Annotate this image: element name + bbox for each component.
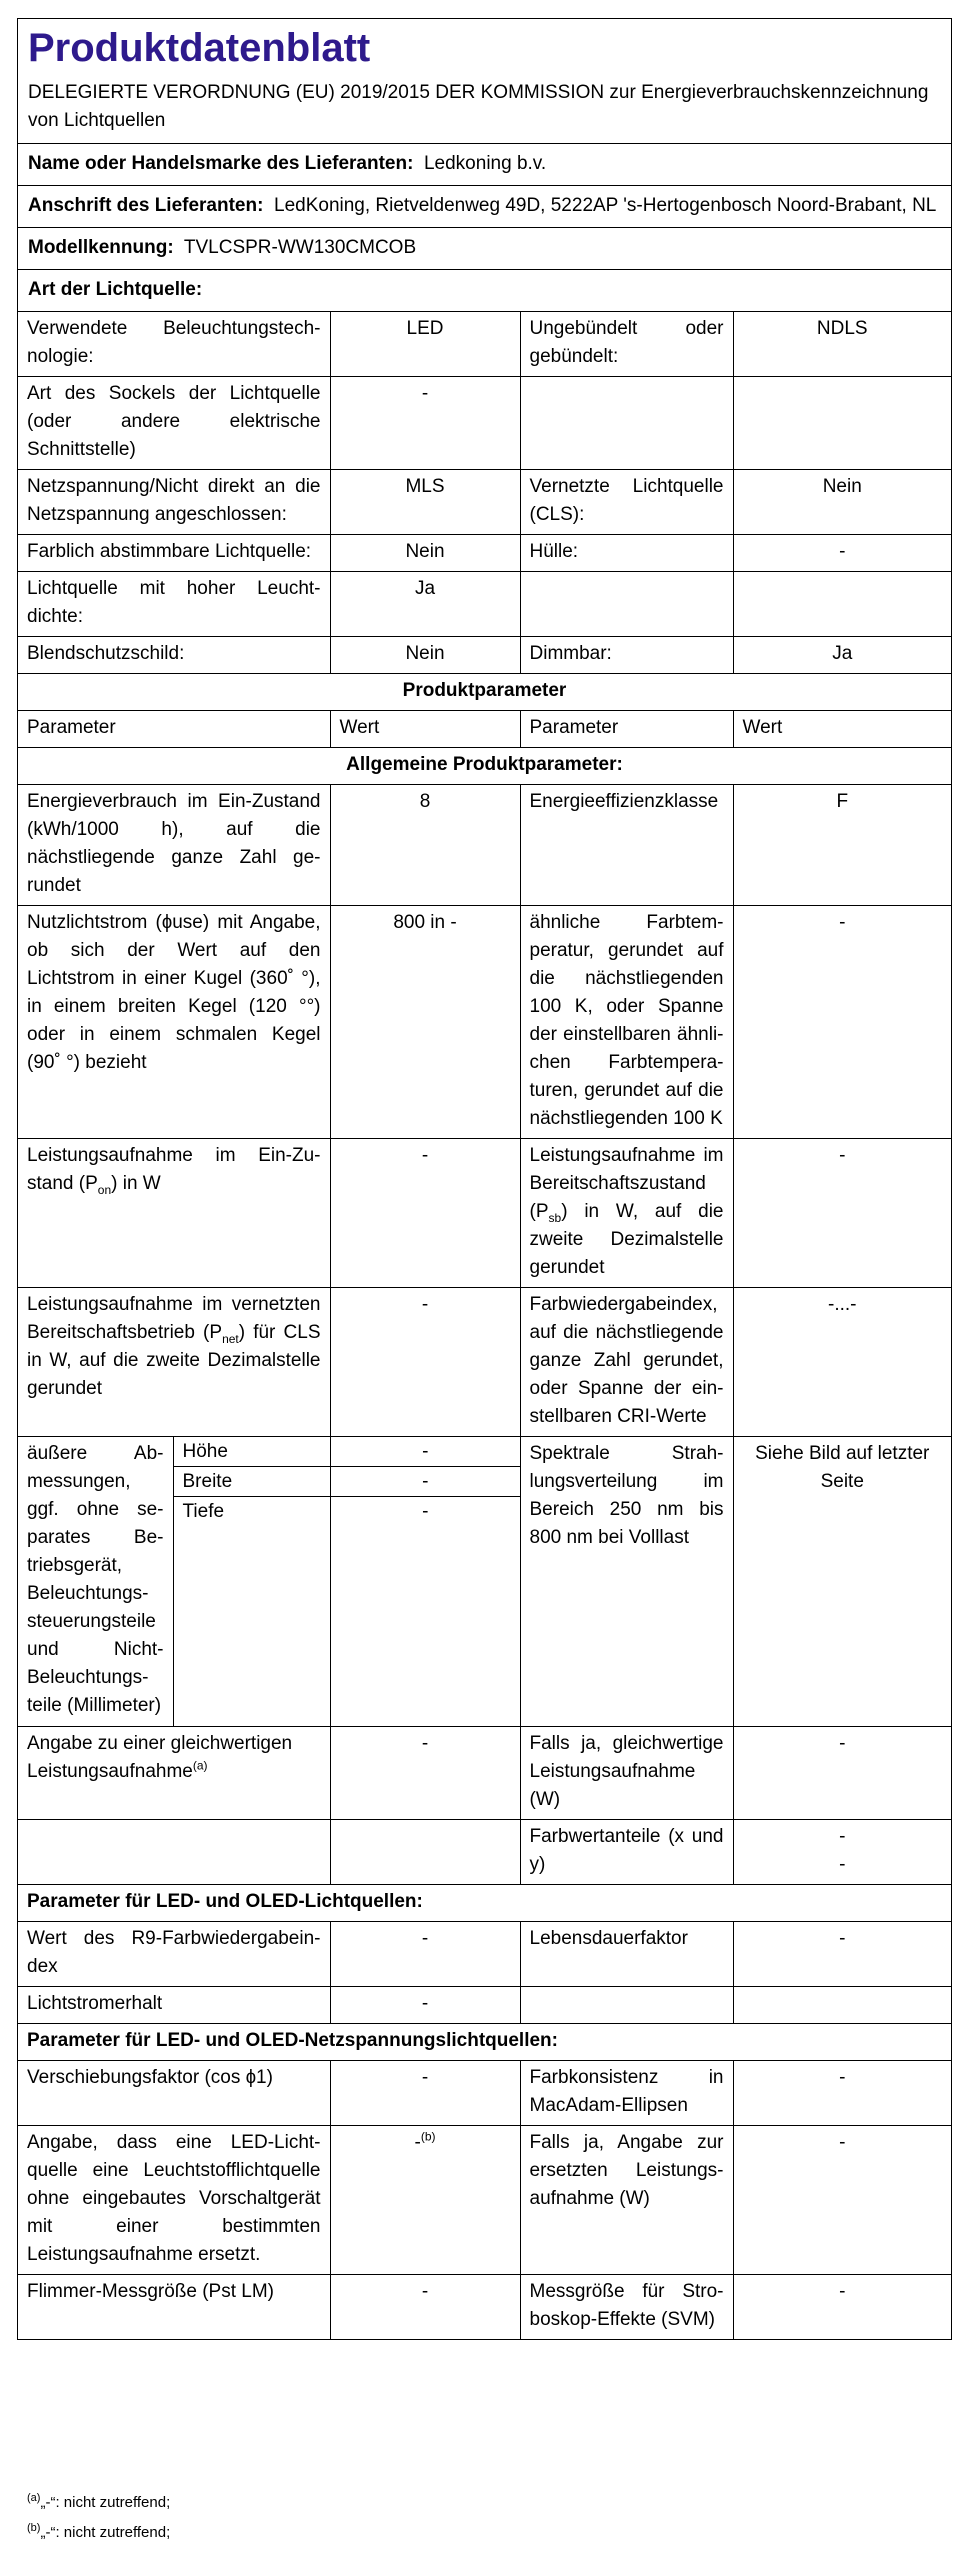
table-row	[18, 377, 951, 470]
equivalent-power-label: Angabe zu einer gleichwertigen Leistungsaufnahme$^{(a)}$	[18, 1727, 330, 1820]
lst-value2-1: NDLS	[733, 312, 951, 377]
data-table	[18, 311, 951, 2339]
empty-cell	[520, 1987, 733, 2024]
power-on-label: Leistungsaufnahme im Ein-Zustand $(P_{on})$ in W	[18, 1139, 330, 1288]
table-row	[18, 1820, 951, 1885]
stroboscopic-value: -	[733, 2275, 951, 2340]
light-source-type-heading: Art der Lichtquelle:	[28, 279, 203, 300]
table-row	[18, 572, 951, 637]
lst-value2-6: Ja	[733, 637, 951, 674]
width-label: Breite	[173, 1467, 330, 1497]
led-oled-heading: Parameter für LED- und OLED-Lichtquellen:	[18, 1885, 951, 1922]
height-value: -	[330, 1437, 520, 1467]
r9-label: Wert des R9-Farbwiedergabeindex	[18, 1922, 330, 1987]
equivalent-power-w-label: Falls ja, gleichwertige Leistungsaufnahme (W)	[520, 1727, 733, 1820]
supplier-name-label: Name oder Handelsmarke des Lieferanten:	[28, 153, 414, 174]
lst-value2-5	[733, 572, 951, 637]
replacement-claim-label: Angabe, dass eine LED-Lichtquelle eine Leuchtstofflichtquelle ohne eingebautes Vorschaltgerät mit einer bestimmten Leistungsaufnahme ersetzt.	[18, 2126, 330, 2275]
table-row	[18, 1885, 951, 1922]
chromaticity-value: - -	[733, 1820, 951, 1885]
power-standby-label: Leistungsaufnahme im Bereitschaftszustand $(P_{sb})$ in W, auf die zweite Dezimalstelle gerundet	[520, 1139, 733, 1288]
height-label: Höhe	[173, 1437, 330, 1467]
lst-label2-4: Hülle:	[520, 535, 733, 572]
spectral-distribution-label: Spektrale Strahlungsverteilung im Bereich 250 nm bis 800 nm bei Volllast	[520, 1437, 733, 1727]
lst-label-3: Netzspannung/Nicht direkt an die Netzspannung angeschlossen:	[18, 470, 330, 535]
table-row	[18, 1139, 951, 1288]
energy-class-value: F	[733, 785, 951, 906]
energy-class-label: Energieeffizienzklasse	[520, 785, 733, 906]
lst-label2-1: Ungebündelt oder gebündelt:	[520, 312, 733, 377]
footnotes	[27, 2488, 170, 2548]
lst-label-2: Art des Sockels der Lichtquelle (oder andere elektrische Schnittstelle)	[18, 377, 330, 470]
power-standby-value: -	[733, 1139, 951, 1288]
lst-value2-2	[733, 377, 951, 470]
cri-label: Farbwiedergabeindex, auf die nächstliegende ganze Zahl gerundet, oder Spanne der einstellbaren CRI-Werte	[520, 1288, 733, 1437]
lst-value-2: -	[330, 377, 520, 470]
dimensions-label: äußere Abmessungen, ggf. ohne separates Betriebsgerät, Beleuchtungssteuerungsteile und Nicht-Beleuchtungsteile (Millimeter)	[27, 1443, 164, 1716]
lst-value-6: Nein	[330, 637, 520, 674]
lst-label2-2	[520, 377, 733, 470]
product-data-sheet	[17, 18, 952, 2340]
table-row	[18, 1437, 951, 1727]
luminous-flux-label: Nutzlichtstrom (ɸuse) mit Angabe, ob sich der Wert auf den Lichtstrom in einer Kugel (360˚ °), in einem breiten Kegel (120 °°) oder in einem schmalen Kegel (90˚ °) bezieht	[18, 906, 330, 1139]
flicker-label: Flimmer-Messgröße (Pst LM)	[18, 2275, 330, 2340]
lst-value2-3: Nein	[733, 470, 951, 535]
table-row	[18, 1288, 951, 1437]
regulation-subtitle: DELEGIERTE VERORDNUNG (EU) 2019/2015 DER KOMMISSION zur Energieverbrauchskennzeichnung von Lichtquellen	[28, 82, 929, 131]
table-row	[18, 1987, 951, 2024]
lst-label-5: Lichtquelle mit hoher Leuchtdichte:	[18, 572, 330, 637]
depth-label: Tiefe	[173, 1497, 330, 1727]
depth-value: -	[330, 1497, 520, 1727]
lst-value2-4: -	[733, 535, 951, 572]
table-row	[18, 674, 951, 711]
displacement-factor-label: Verschiebungsfaktor (cos ɸ1)	[18, 2061, 330, 2126]
lifetime-factor-label: Lebensdauerfaktor	[520, 1922, 733, 1987]
color-temperature-value: -	[733, 906, 951, 1139]
model-row	[18, 227, 951, 269]
supplier-address-row	[18, 185, 951, 227]
page-title: Produktdatenblatt	[28, 26, 371, 70]
displacement-factor-value: -	[330, 2061, 520, 2126]
lumen-maintenance-label: Lichtstromerhalt	[18, 1987, 330, 2024]
table-row	[18, 785, 951, 906]
footnote-b: $^{(b)}$„-“: nicht zutreffend;	[27, 2522, 171, 2541]
lst-value-3: MLS	[330, 470, 520, 535]
equivalent-power-w-value: -	[733, 1727, 951, 1820]
table-row	[18, 2275, 951, 2340]
supplier-name-value: Ledkoning b.v.	[423, 153, 547, 174]
table-row	[18, 1727, 951, 1820]
lst-label2-6: Dimmbar:	[520, 637, 733, 674]
stroboscopic-label: Messgröße für Stroboskop-Effekte (SVM)	[520, 2275, 733, 2340]
energy-consumption-value: 8	[330, 785, 520, 906]
equivalent-power-value: -	[330, 1727, 520, 1820]
chromaticity-label: Farbwertanteile (x und y)	[520, 1820, 733, 1885]
color-consistency-value: -	[733, 2061, 951, 2126]
power-net-label: Leistungsaufnahme im vernetzten Bereitschaftsbetrieb $(P_{net})$ für CLS in W, auf die zweite Dezimalstelle gerundet	[18, 1288, 330, 1437]
footnote-a: $^{(a)}$„-“: nicht zutreffend;	[27, 2492, 171, 2511]
table-row	[18, 470, 951, 535]
lst-value-4: Nein	[330, 535, 520, 572]
power-on-value: -	[330, 1139, 520, 1288]
lifetime-factor-value: -	[733, 1922, 951, 1987]
table-row	[18, 1922, 951, 1987]
col-header-param-2: Parameter	[520, 711, 733, 748]
table-row	[18, 312, 951, 377]
lst-label2-5	[520, 572, 733, 637]
energy-consumption-label: Energieverbrauch im Ein-Zustand (kWh/1000 h), auf die nächstliegende ganze Zahl gerundet	[18, 785, 330, 906]
replacement-claim-value: -$^{(b)}$	[330, 2126, 520, 2275]
table-row	[18, 2126, 951, 2275]
flicker-value: -	[330, 2275, 520, 2340]
empty-cell	[18, 1820, 330, 1885]
col-header-value-2: Wert	[733, 711, 951, 748]
supplier-name-row	[18, 143, 951, 185]
col-header-param: Parameter	[18, 711, 330, 748]
lst-label-1: Verwendete Beleuchtungstechnologie:	[18, 312, 330, 377]
lst-value-1: LED	[330, 312, 520, 377]
table-row	[18, 637, 951, 674]
color-consistency-label: Farbkonsistenz in MacAdam-Ellipsen	[520, 2061, 733, 2126]
model-label: Modellkennung:	[28, 237, 174, 258]
table-row	[18, 748, 951, 785]
luminous-flux-value: 800 in -	[330, 906, 520, 1139]
led-oled-mains-heading: Parameter für LED- und OLED-Netzspannungslichtquellen:	[18, 2024, 951, 2061]
replaced-power-label: Falls ja, Angabe zur ersetzten Leistungsaufnahme (W)	[520, 2126, 733, 2275]
table-row	[18, 2024, 951, 2061]
spectral-distribution-value: Siehe Bild auf letzter Seite	[733, 1437, 951, 1727]
table-header-row	[18, 711, 951, 748]
supplier-address-value: LedKoning, Rietveldenweg 49D, 5222AP 's-Hertogenbosch Noord-Brabant, NL	[274, 195, 937, 216]
cri-value: -...-	[733, 1288, 951, 1437]
empty-cell	[330, 1820, 520, 1885]
lumen-maintenance-value: -	[330, 1987, 520, 2024]
table-row	[18, 535, 951, 572]
lst-label-6: Blendschutzschild:	[18, 637, 330, 674]
product-params-heading: Produktparameter	[18, 674, 951, 711]
general-params-heading: Allgemeine Produktparameter:	[18, 748, 951, 785]
light-source-type-heading-row	[18, 269, 951, 311]
color-temperature-label: ähnliche Farbtemperatur, gerundet auf die nächstliegenden 100 K, oder Spanne der einstellbaren ähnlichen Farbtemperaturen, gerundet auf die nächstliegenden 100 K	[520, 906, 733, 1139]
lst-label2-3: Vernetzte Lichtquelle (CLS):	[520, 470, 733, 535]
power-net-value: -	[330, 1288, 520, 1437]
col-header-value: Wert	[330, 711, 520, 748]
table-row	[18, 906, 951, 1139]
lst-value-5: Ja	[330, 572, 520, 637]
table-row	[18, 2061, 951, 2126]
lst-label-4: Farblich abstimmbare Lichtquelle:	[18, 535, 330, 572]
r9-value: -	[330, 1922, 520, 1987]
width-value: -	[330, 1467, 520, 1497]
dimensions-cell	[18, 1437, 520, 1727]
model-value: TVLCSPR-WW130CMCOB	[183, 237, 417, 258]
supplier-address-label: Anschrift des Lieferanten:	[28, 195, 264, 216]
empty-cell	[733, 1987, 951, 2024]
replaced-power-value: -	[733, 2126, 951, 2275]
